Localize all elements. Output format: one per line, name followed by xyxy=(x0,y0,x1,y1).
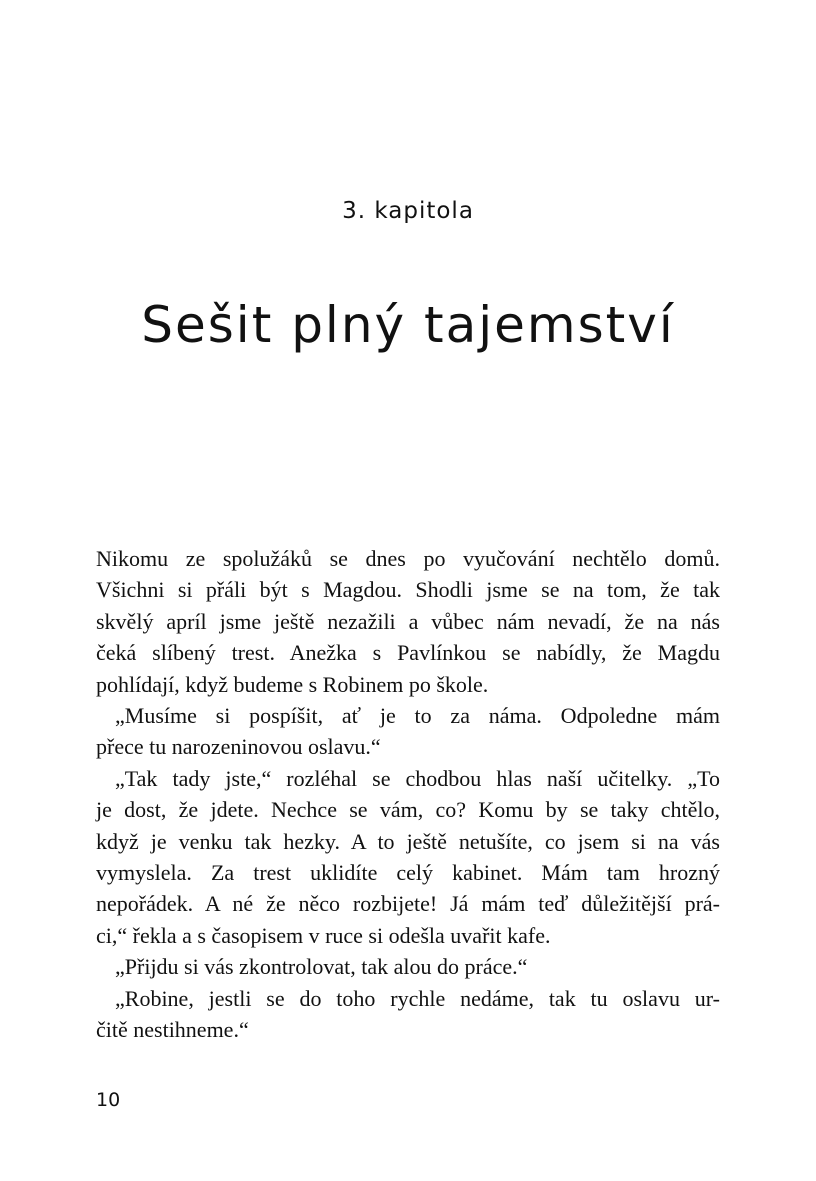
text-line: když je venku tak hezky. A to ještě netušíte, co jsem si na vás xyxy=(96,828,720,854)
paragraph-4 xyxy=(96,951,720,982)
text-line: „Přijdu si vás zkontrolovat, tak alou do práce.“ xyxy=(115,954,528,980)
text-line: přece tu narozeninovou oslavu.“ xyxy=(96,734,381,760)
text-line: je dost, že jdete. Nechce se vám, co? Komu by se taky chtělo, xyxy=(96,797,720,823)
chapter-number: 3. kapitola xyxy=(342,198,474,224)
body-text xyxy=(96,543,720,1046)
text-line: Nikomu ze spolužáků se dnes po vyučování nechtělo domů. xyxy=(96,546,720,571)
text-line: ci,“ řekla a s časopisem v ruce si odešla uvařit kafe. xyxy=(96,922,551,948)
text-line: nepořádek. A né že něco rozbijete! Já mám teď důležitější prá- xyxy=(96,891,720,917)
chapter-title: Sešit plný tajemství xyxy=(141,296,675,354)
text-line: skvělý apríl jsme ještě nezažili a vůbec nám nevadí, že na nás xyxy=(96,608,720,634)
text-line: čeká slíbený trest. Anežka s Pavlínkou se nabídly, že Magdu xyxy=(96,640,720,666)
text-line: Všichni si přáli být s Magdou. Shodli jsme se na tom, že tak xyxy=(96,577,720,603)
text-line: „Musíme si pospíšit, ať je to za náma. Odpoledne mám xyxy=(115,703,720,729)
text-line: pohlídají, když budeme s Robinem po škole. xyxy=(96,671,489,697)
text-line: „Robine, jestli se do toho rychle nedáme, tak tu oslavu ur- xyxy=(115,985,720,1011)
text-line: vymyslela. Za trest uklidíte celý kabinet. Mám tam hrozný xyxy=(96,860,720,886)
page-number: 10 xyxy=(96,1089,121,1111)
paragraph-5 xyxy=(96,983,720,1046)
text-line: „Tak tady jste,“ rozléhal se chodbou hlas naší učitelky. „To xyxy=(115,765,720,791)
paragraph-1 xyxy=(96,543,720,700)
paragraph-2 xyxy=(96,700,720,763)
text-line: čitě nestihneme.“ xyxy=(96,1017,249,1043)
paragraph-3 xyxy=(96,763,720,951)
